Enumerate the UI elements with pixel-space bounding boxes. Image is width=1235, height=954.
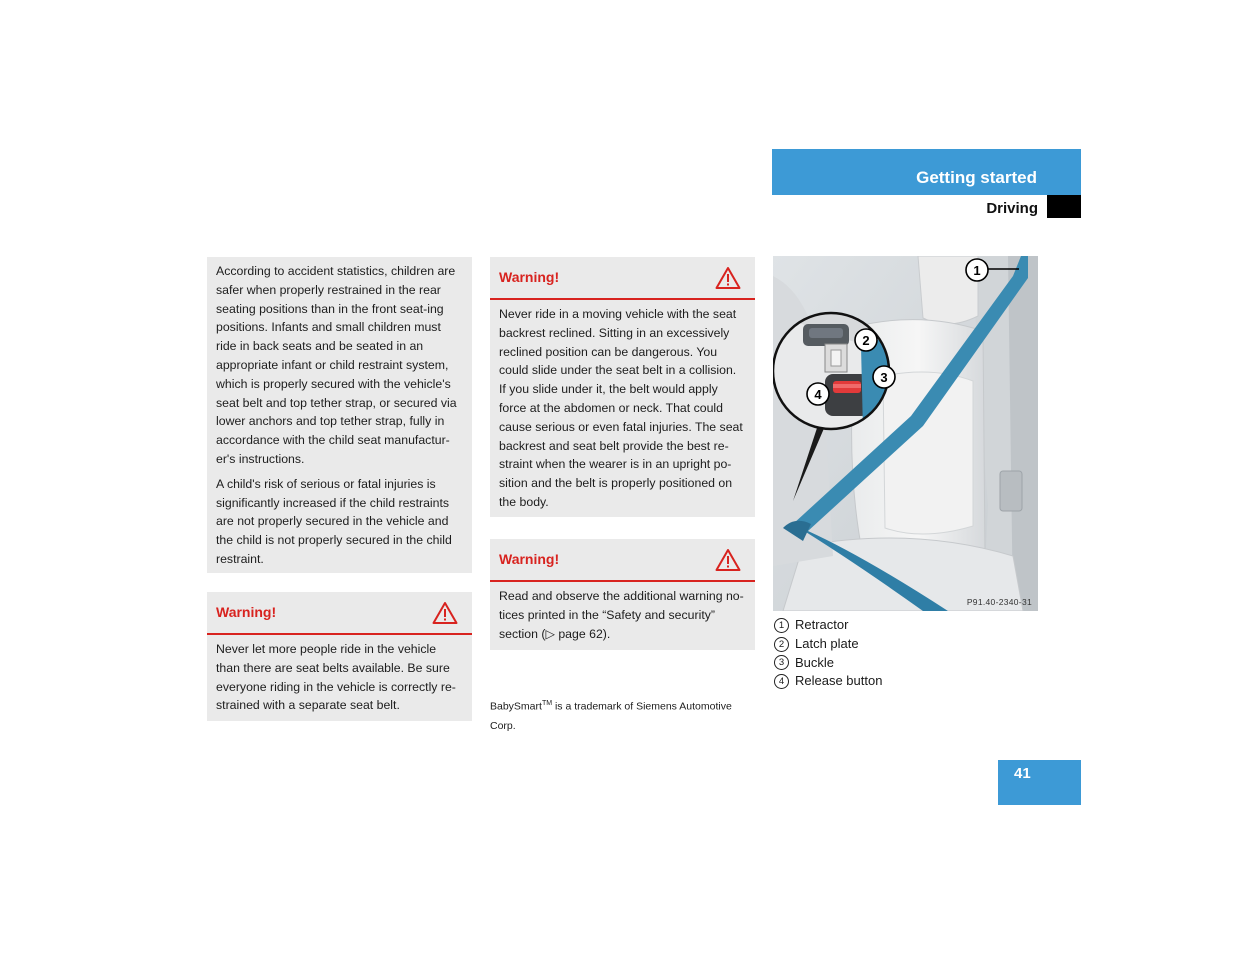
legend-number: 2 (774, 637, 789, 652)
warning-text: Never let more people ride in the vehicle than there are seat belts available. Be sure everyone riding in the vehicle is correctly re-strained with a separate seat belt. (216, 642, 456, 713)
warning-label: Warning! (499, 551, 560, 567)
callout-4-text: 4 (814, 387, 822, 402)
footnote-sup: TM (541, 700, 553, 707)
subsection-marker (1047, 195, 1081, 218)
legend-number: 4 (774, 674, 789, 689)
warning-label: Warning! (216, 604, 277, 620)
callout-1 (966, 259, 988, 281)
legend-item-release-button (774, 672, 1034, 691)
legend-item-buckle (774, 654, 1034, 673)
footnote-brand: BabySmart (490, 700, 542, 713)
info-paragraph-1: According to accident statistics, children are safer when properly restrained in the rear seating positions than in the front seat-ing positions. Infants and small children must ride in back seats and be seated in an appropriate infant or child restraint system, which is properly secured with the vehicle's seat belt and top tether strap, or secured via lower anchors and top tether strap, fully in accordance with the child seat manufactur-er's instructions. (216, 264, 457, 466)
subsection-title-text: Driving (986, 200, 1038, 217)
footnote-text: is a trademark of Siemens Automotive Corp. (490, 700, 732, 732)
callout-3-text: 3 (880, 370, 888, 385)
child-safety-info-box (207, 257, 472, 573)
warning-text: Never ride in a moving vehicle with the seat backrest reclined. Sitting in an excessively reclined position can be dangerous. You could slide under the seat belt in a collision. If you slide under it, the belt would apply force at the abdomen or neck. That could cause serious or even fatal injuries. The seat backrest and seat belt provide the best re-straint when the wearer is in an upright po-sition and the belt is properly positioned on the body. (499, 307, 743, 509)
figure-code: P91.40-2340-31 (966, 597, 1032, 607)
warning-triangle-icon (715, 548, 741, 572)
legend-item-latch-plate (774, 635, 1034, 654)
warning-header (490, 257, 755, 300)
seat-belt-illustration (773, 256, 1038, 611)
legend-number: 1 (774, 618, 789, 633)
seat-belt-drawing (773, 256, 1038, 611)
legend-number: 3 (774, 655, 789, 670)
callout-3 (873, 366, 895, 388)
section-header-bar (772, 149, 1081, 195)
callout-4 (807, 383, 829, 405)
legend-label: Latch plate (795, 635, 859, 651)
legend-label: Release button (795, 673, 883, 689)
subsection-title (772, 195, 1046, 223)
warning-header (490, 539, 755, 582)
warning-box-seat-belts (207, 592, 472, 721)
warning-triangle-icon (715, 266, 741, 290)
page-number-tab (998, 760, 1081, 805)
trademark-footnote (490, 694, 760, 736)
warning-text: Read and observe the additional warning no-tices printed in the “Safety and security” section (▷ page 62). (499, 589, 744, 641)
warning-box-reclined-seat (490, 257, 755, 517)
section-title: Getting started (916, 168, 1037, 187)
callout-1-text: 1 (973, 263, 981, 278)
warning-triangle-icon (432, 601, 458, 625)
legend-label: Buckle (795, 654, 835, 670)
page-number: 41 (1014, 765, 1031, 782)
warning-box-safety-reference (490, 539, 755, 650)
warning-header (207, 592, 472, 635)
callout-2-text: 2 (862, 333, 870, 348)
figure-legend (774, 616, 1034, 691)
legend-label: Retractor (795, 617, 849, 632)
warning-label: Warning! (499, 269, 560, 285)
callout-2 (855, 329, 877, 351)
info-paragraph-2: A child's risk of serious or fatal injuries is significantly increased if the child restraints are not properly secured in the vehicle and the child is not properly secured in the child restraint. (216, 476, 452, 566)
legend-item-retractor (774, 616, 1034, 635)
